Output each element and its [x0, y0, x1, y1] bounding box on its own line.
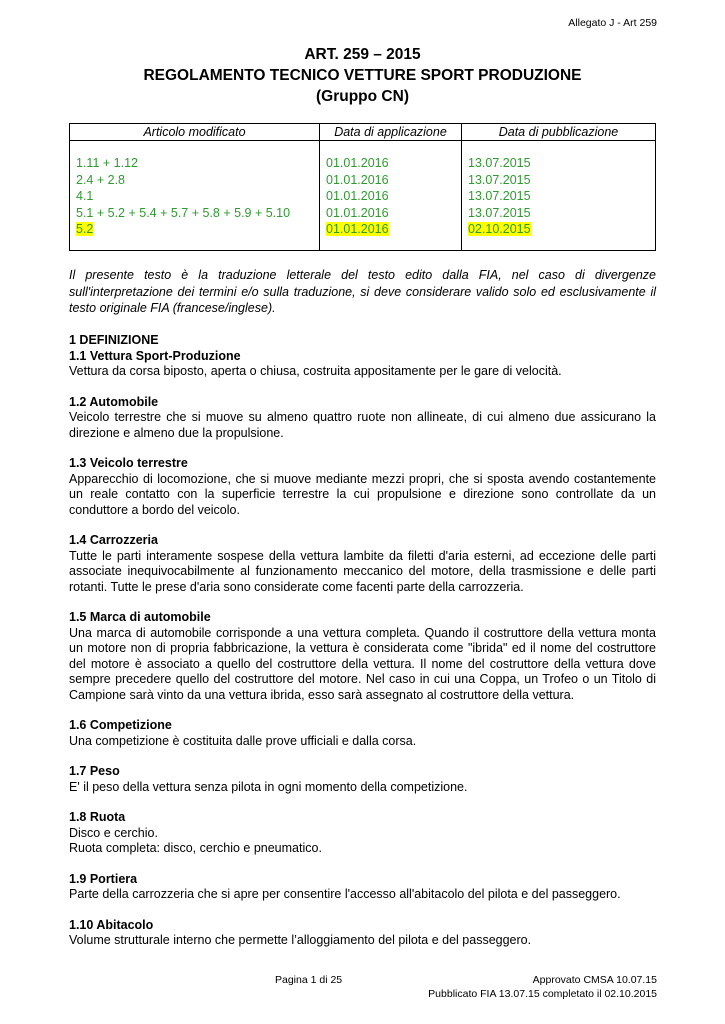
definition-text: Ruota completa: disco, cerchio e pneumatico. — [69, 841, 322, 855]
publication-date: 13.07.2015 — [468, 189, 531, 203]
definition-1-2 — [69, 395, 656, 442]
section-heading: 1 DEFINIZIONE — [69, 333, 159, 347]
definition-title: 1.9 Portiera — [69, 871, 138, 886]
publication-date: 13.07.2015 — [468, 172, 531, 187]
definition-1-7 — [69, 764, 656, 795]
publication-date: 13.07.2015 — [468, 205, 531, 220]
header-application-date: Data di applicazione — [320, 124, 462, 141]
title-line-1: ART. 259 – 2015 — [304, 46, 421, 63]
definition-1-10 — [69, 918, 656, 949]
definition-text: Volume strutturale interno che permette l’alloggiamento del pilota e del passeggero. — [69, 933, 532, 947]
publication-date: 13.07.2015 — [468, 156, 531, 170]
definition-1-3 — [69, 456, 656, 518]
article-entry: 5.1 + 5.2 + 5.4 + 5.7 + 5.8 + 5.9 + 5.10 — [76, 205, 291, 220]
article-entry: 2.4 + 2.8 — [76, 172, 125, 187]
definition-title: 1.2 Automobile — [69, 394, 159, 409]
definition-text: E' il peso della vettura senza pilota in ogni momento della competizione. — [69, 779, 468, 794]
definitions-section — [69, 333, 656, 964]
publication-dates-cell — [462, 141, 656, 251]
definition-title: 1.8 Ruota — [69, 810, 126, 824]
header-publication-date: Data di pubblicazione — [462, 124, 656, 141]
definition-text: Tutte le parti interamente sospese della vettura lambite da filetti d'aria esterni, ad eccezione delle parti associate inequivocabilmente al funzionamento meccanico del motore, della trasmissione e delle parti rotanti. Tutte le prese d'aria sono considerate come facenti parte della carrozzeria. — [69, 548, 656, 594]
definition-title: 1.7 Peso — [69, 764, 120, 778]
definition-text: Apparecchio di locomozione, che si muove mediante mezzi propri, che si sposta avendo costantemente un reale contatto con la superficie terrestre la cui propulsione e direzione sono controllate da un conduttore a bordo del veicolo. — [69, 471, 656, 517]
header-modified-article: Articolo modificato — [70, 124, 320, 141]
application-dates-cell — [320, 141, 462, 251]
definition-1-4 — [69, 533, 656, 595]
definition-1-5 — [69, 610, 656, 703]
definition-text: Una competizione è costituita dalle prove ufficiali e dalla corsa. — [69, 733, 417, 748]
application-date: 01.01.2016 — [326, 156, 389, 170]
definition-text: Veicolo terrestre che si muove su almeno quattro ruote non allineate, di cui almeno due assicurano la direzione e almeno due la propulsione. — [69, 410, 656, 440]
article-entry-highlighted: 5.2 — [76, 222, 94, 236]
definition-1-6 — [69, 718, 656, 749]
article-entry: 1.11 + 1.12 — [76, 156, 138, 170]
annex-reference: Allegato J - Art 259 — [568, 17, 657, 29]
definition-title: 1.6 Competizione — [69, 718, 172, 732]
application-date: 01.01.2016 — [326, 189, 389, 203]
application-date: 01.01.2016 — [326, 172, 389, 187]
definition-text: Una marca di automobile corrisponde a una vettura completa. Quando il costruttore della vettura monta un motore non di propria fabbricazione, la vettura è considerata come "ibrida" ed il nome del costruttore del motore è associato a quello del costruttore della vettura. Il nome del costruttore della vettura dove sempre precedere quello del costruttore del motore. Nel caso in cui una Coppa, un Trofeo o un Titolo di Campione sarà vinto da una vettura ibrida, esso sarà assegnato al costruttore della vettura. — [69, 625, 656, 702]
definition-1-1 — [69, 349, 656, 380]
application-date-highlighted: 01.01.2016 — [326, 222, 389, 236]
translation-disclaimer: Il presente testo è la traduzione letterale del testo edito dalla FIA, nel caso di divergenze sull'interpretazione dei termini e/o sulla traduzione, si deve considerare valido solo ed esclusivamente il testo originale FIA (francese/inglese). — [69, 268, 656, 315]
definition-title: 1.4 Carrozzeria — [69, 533, 158, 547]
approval-note: Approvato CMSA 10.07.15 — [532, 974, 657, 986]
table-body-row — [70, 141, 656, 251]
definition-title: 1.5 Marca di automobile — [69, 610, 211, 624]
title-line-2: REGOLAMENTO TECNICO VETTURE SPORT PRODUZIONE — [143, 67, 582, 84]
definition-1-9 — [69, 872, 656, 903]
application-date: 01.01.2016 — [326, 205, 389, 220]
table-header-row — [70, 124, 656, 141]
definition-title: 1.1 Vettura Sport-Produzione — [69, 348, 241, 363]
publication-note: Pubblicato FIA 13.07.15 completato il 02.10.2015 — [428, 987, 657, 1000]
title-line-3: (Gruppo CN) — [316, 88, 409, 105]
page-number: Pagina 1 di 25 — [275, 974, 343, 986]
footer-approval-info — [428, 974, 657, 1001]
document-title — [0, 44, 725, 107]
definition-text: Vettura da corsa biposto, aperta o chiusa, costruita appositamente per le gare di velocità. — [69, 364, 562, 378]
modified-articles-cell — [70, 141, 320, 251]
definition-text: Parte della carrozzeria che si apre per consentire l'accesso all'abitacolo del pilota e del passeggero. — [69, 887, 621, 901]
article-entry: 4.1 — [76, 189, 94, 203]
definition-text: Disco e cerchio. — [69, 825, 158, 840]
definition-title: 1.3 Veicolo terrestre — [69, 456, 188, 470]
modifications-table — [69, 123, 656, 251]
publication-date-highlighted: 02.10.2015 — [468, 222, 531, 236]
definition-1-8 — [69, 810, 656, 857]
definition-title: 1.10 Abitacolo — [69, 917, 154, 932]
